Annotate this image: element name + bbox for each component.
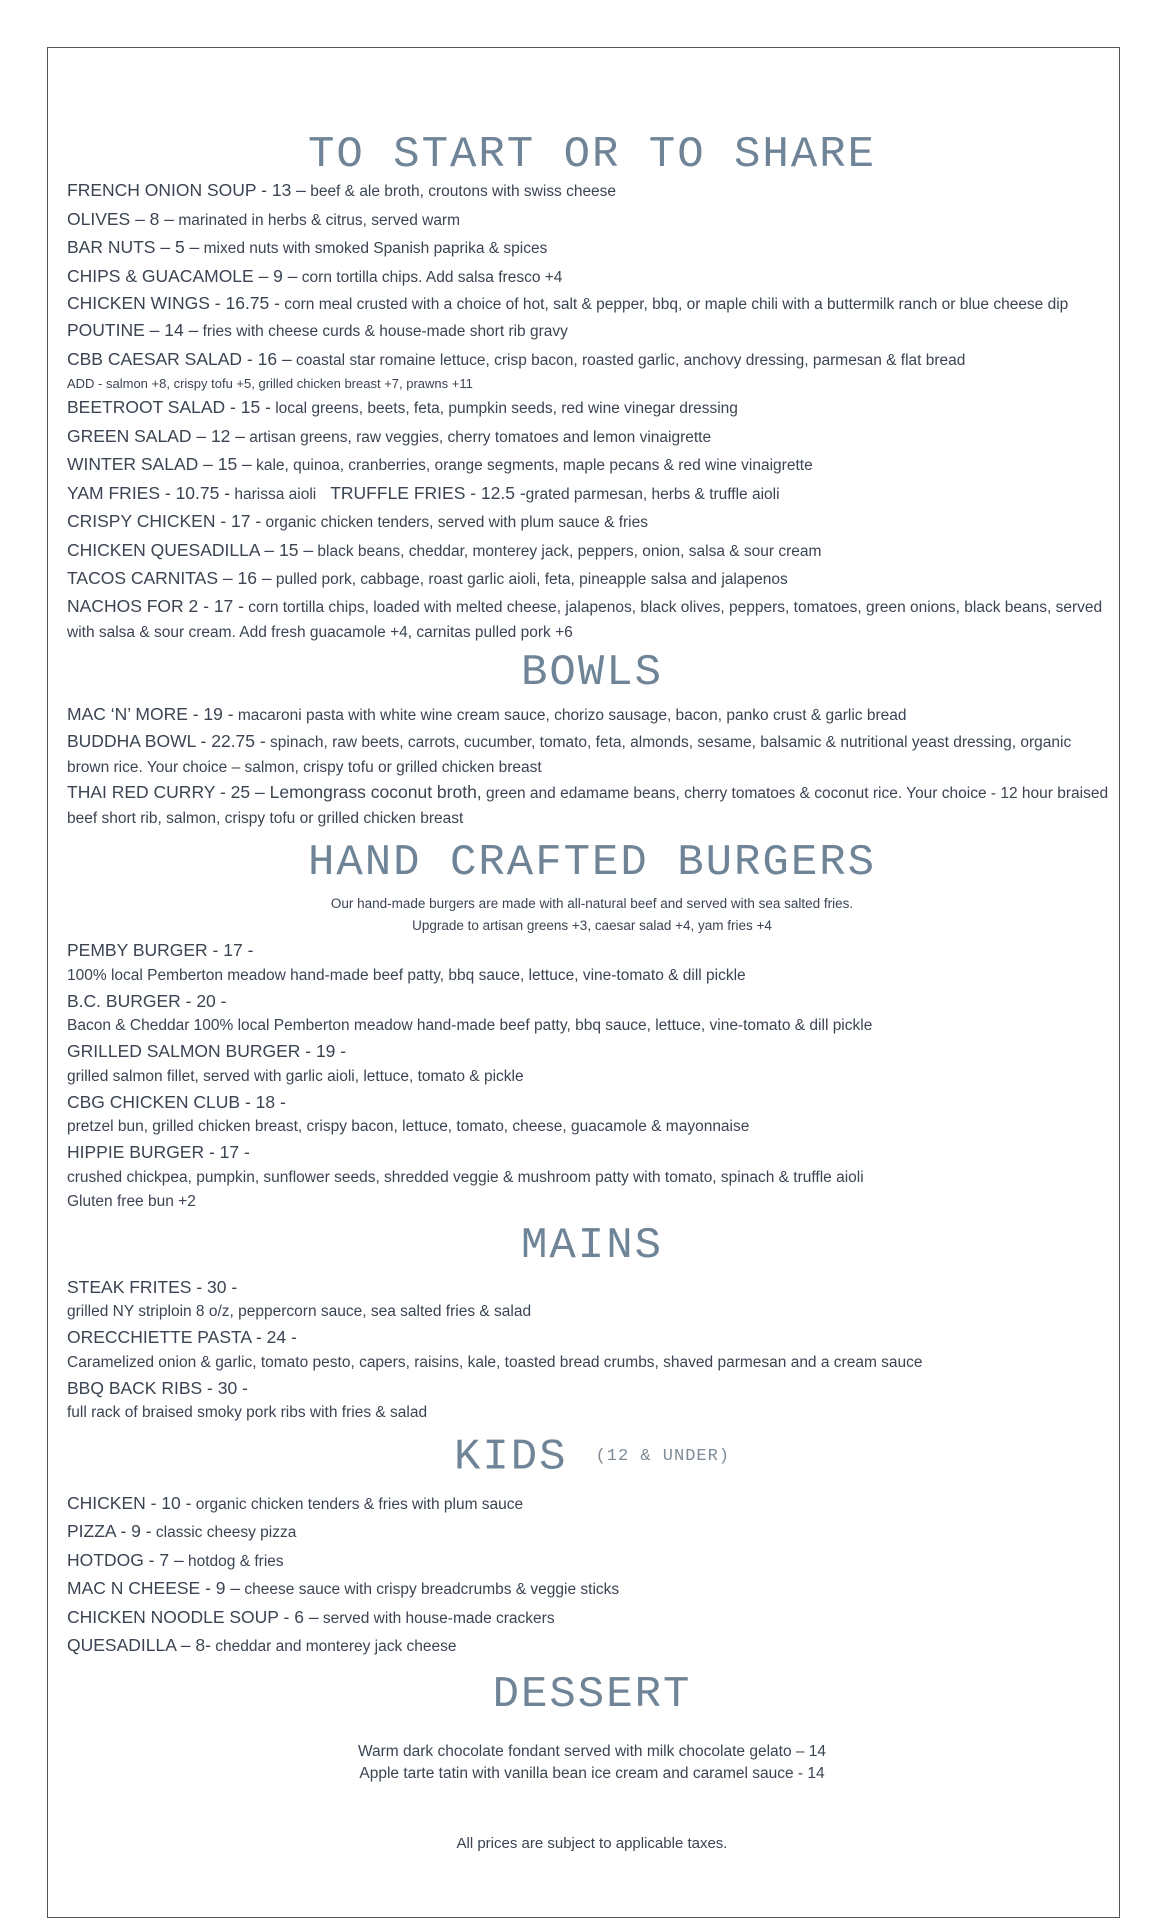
- dessert-item: Apple tarte tatin with vanilla bean ice cream and caramel sauce - 14: [359, 1764, 825, 1782]
- list-item: TACOS CARNITAS – 16 – pulled pork, cabbage, roast garlic aioli, feta, pineapple salsa and jalapenos: [67, 568, 788, 588]
- list-item: CHICKEN NOODLE SOUP - 6 – served with house-made crackers: [67, 1606, 555, 1627]
- kids-subtitle: (12 & UNDER): [595, 1447, 731, 1466]
- list-item: B.C. BURGER - 20 - Bacon & Cheddar 100% local Pemberton meadow hand-made beef patty, bbq sauce, lettuce, vine-tomato & dill pickle: [67, 990, 873, 1034]
- list-item: BEETROOT SALAD - 15 - local greens, beets, feta, pumpkin seeds, red wine vinegar dressing: [67, 397, 738, 417]
- list-item: MAC N CHEESE - 9 – cheese sauce with crispy breadcrumbs & veggie sticks: [67, 1578, 620, 1599]
- burger-upgrade: Upgrade to artisan greens +3, caesar salad +4, yam fries +4: [412, 918, 772, 933]
- add-ons: ADD - salmon +8, crispy tofu +5, grilled chicken breast +7, prawns +11: [67, 376, 473, 391]
- start-list: [67, 177, 1117, 645]
- list-item: WINTER SALAD – 15 – kale, quinoa, cranberries, orange segments, maple pecans & red wine vinaigrette: [67, 454, 813, 474]
- list-item: CRISPY CHICKEN - 17 - organic chicken tenders, served with plum sauce & fries: [67, 511, 648, 531]
- list-item: CBB CAESAR SALAD - 16 – coastal star romaine lettuce, crisp bacon, roasted garlic, anchovy dressing, parmesan & flat bread: [67, 348, 966, 369]
- bowls-list: [67, 701, 1117, 832]
- list-item: CHICKEN WINGS - 16.75 - corn meal crusted with a choice of hot, salt & pepper, bbq, or maple chili with a buttermilk ranch or blue cheese dip: [67, 293, 1069, 313]
- list-item: CBG CHICKEN CLUB - 18 - pretzel bun, grilled chicken breast, crispy bacon, lettuce, tomato, cheese, guacamole & mayonnaise: [67, 1091, 750, 1135]
- list-item: PEMBY BURGER - 17 - 100% local Pemberton meadow hand-made beef patty, bbq sauce, lettuce, vine-tomato & dill pickle: [67, 940, 746, 984]
- kids-title: KIDS: [453, 1432, 568, 1483]
- section-title-mains: MAINS: [520, 1220, 664, 1271]
- list-item: MAC ‘N’ MORE - 19 - macaroni pasta with white wine cream sauce, chorizo sausage, bacon, panko crust & garlic bread: [67, 703, 907, 724]
- section-title-bowls: BOWLS: [520, 647, 664, 698]
- list-item: PIZZA - 9 - classic cheesy pizza: [67, 1521, 297, 1542]
- list-item: BUDDHA BOWL - 22.75 - spinach, raw beets, carrots, cucumber, tomato, feta, almonds, sesame, balsamic & nutritional yeast dressing, organic brown rice. Your choice – salmon, crispy tofu or grilled chicken breast: [67, 731, 1072, 776]
- gluten-free-note: Gluten free bun +2: [67, 1192, 196, 1210]
- burger-note: Our hand-made burgers are made with all-natural beef and served with sea salted fries.: [330, 896, 854, 911]
- list-item: GRILLED SALMON BURGER - 19 - grilled salmon fillet, served with garlic aioli, lettuce, tomato & pickle: [67, 1041, 524, 1085]
- section-title-start: TO START OR TO SHARE: [307, 130, 877, 180]
- section-title-dessert: DESSERT: [492, 1669, 692, 1720]
- section-title-burgers: HAND CRAFTED BURGERS: [307, 838, 877, 888]
- list-item: CHICKEN - 10 - organic chicken tenders & fries with plum sauce: [67, 1492, 524, 1513]
- menu-content: [67, 124, 1117, 1855]
- list-item: ORECCHIETTE PASTA - 24 - Caramelized onion & garlic, tomato pesto, capers, raisins, kale, toasted bread crumbs, shaved parmesan and a cream sauce: [67, 1327, 923, 1371]
- list-item: CHIPS & GUACAMOLE – 9 – corn tortilla chips. Add salsa fresco +4: [67, 265, 563, 286]
- list-item: GREEN SALAD – 12 – artisan greens, raw veggies, cherry tomatoes and lemon vinaigrette: [67, 425, 712, 446]
- list-item: YAM FRIES - 10.75 - harissa aioli TRUFFLE FRIES - 12.5 -grated parmesan, herbs & truffle aioli: [67, 482, 780, 503]
- list-item: FRENCH ONION SOUP - 13 – beef & ale broth, croutons with swiss cheese: [67, 180, 617, 200]
- list-item: CHICKEN QUESADILLA – 15 – black beans, cheddar, monterey jack, peppers, onion, salsa & sour cream: [67, 539, 822, 560]
- dessert-item: Warm dark chocolate fondant served with milk chocolate gelato – 14: [357, 1742, 827, 1760]
- list-item: OLIVES – 8 – marinated in herbs & citrus, served warm: [67, 208, 461, 229]
- section-title-kids: [67, 1429, 1117, 1486]
- list-item: STEAK FRITES - 30 - grilled NY striploin 8 o/z, peppercorn sauce, sea salted fries & salad: [67, 1276, 532, 1320]
- list-item: THAI RED CURRY - 25 – Lemongrass coconut broth, green and edamame beans, cherry tomatoes & coconut rice. Your choice - 12 hour braised beef short rib, salmon, crispy tofu or grilled chicken breast: [67, 782, 1109, 827]
- tax-footer: All prices are subject to applicable taxes.: [456, 1834, 728, 1852]
- list-item: BBQ BACK RIBS - 30 - full rack of braised smoky pork ribs with fries & salad: [67, 1377, 428, 1421]
- kids-list: [67, 1490, 1117, 1661]
- list-item: POUTINE – 14 – fries with cheese curds & house-made short rib gravy: [67, 320, 568, 340]
- list-item: NACHOS FOR 2 - 17 - corn tortilla chips, loaded with melted cheese, jalapenos, black olives, peppers, tomatoes, green onions, black beans, served with salsa & sour cream. Add fresh guacamole +4, carnitas pulled pork +6: [67, 595, 1103, 641]
- dessert-list: [67, 1741, 1117, 1785]
- list-item: BAR NUTS – 5 – mixed nuts with smoked Spanish paprika & spices: [67, 237, 548, 257]
- list-item: QUESADILLA – 8- cheddar and monterey jack cheese: [67, 1635, 457, 1656]
- list-item: HIPPIE BURGER - 17 - crushed chickpea, pumpkin, sunflower seeds, shredded veggie & mushroom patty with tomato, spinach & truffle aioli: [67, 1142, 864, 1186]
- burgers-list: [67, 937, 1117, 1214]
- mains-list: [67, 1274, 1117, 1426]
- list-item: HOTDOG - 7 – hotdog & fries: [67, 1549, 284, 1570]
